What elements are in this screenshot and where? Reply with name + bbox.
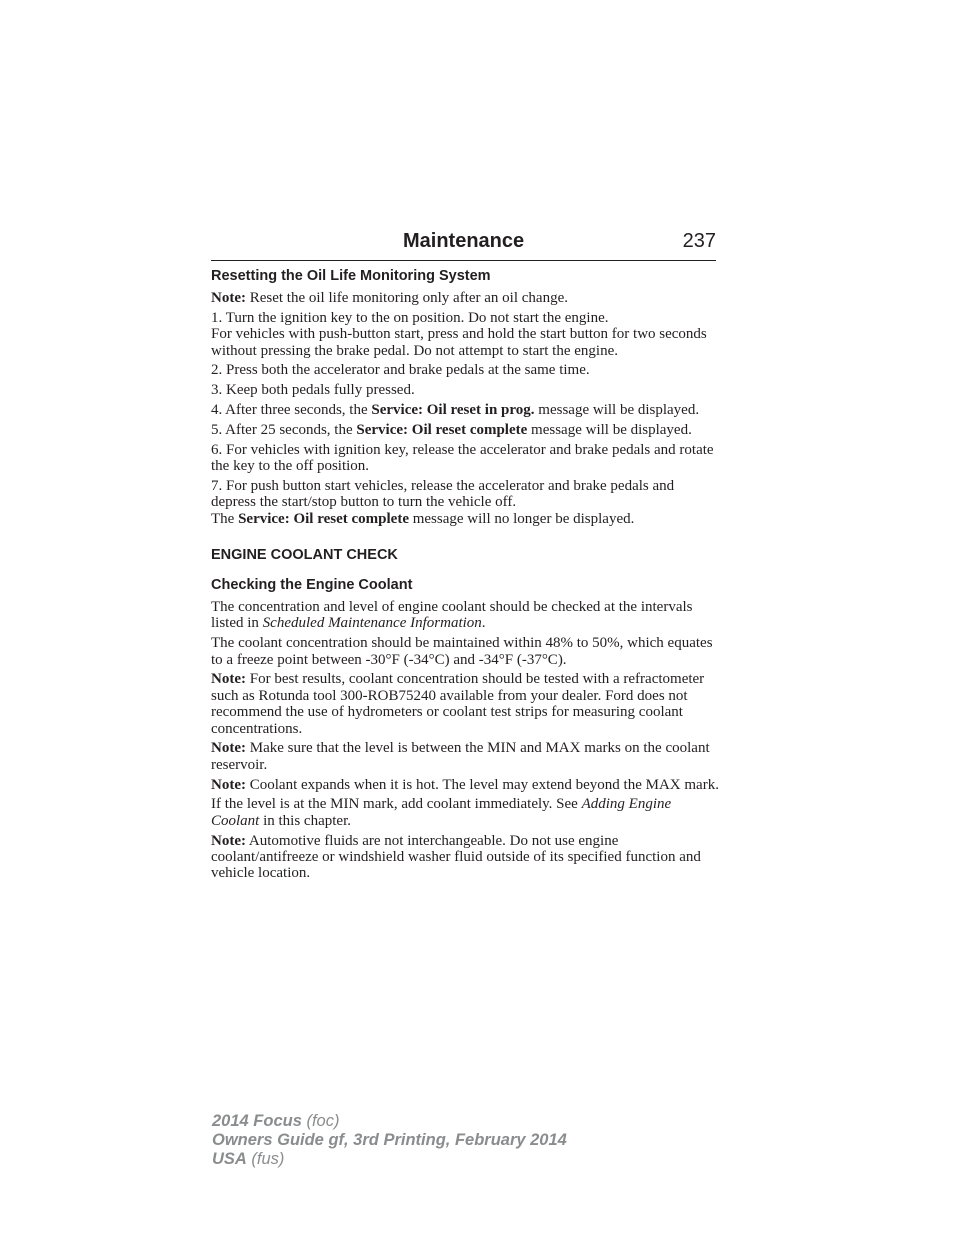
footer-line-3 (212, 1150, 567, 1169)
note-text: For best results, coolant concentration should be tested with a refractometer such as Rotunda tool 300-ROB75240 available from your dealer. Ford does not recommend the use of hydrometers or coolant test strips for measuring coolant concentrations. (211, 671, 705, 737)
step-5-post: message will be displayed. (527, 421, 692, 438)
step-2: 2. Press both the accelerator and brake pedals at the same time. (211, 362, 590, 379)
step-5-pre: 5. After 25 seconds, the (211, 421, 357, 438)
note-label: Note: (211, 290, 246, 306)
step-1 (211, 310, 721, 326)
step-1-detail-text: For vehicles with push-button start, press and hold the start button for two seconds without pressing the brake pedal. Do not attempt to start the engine. (211, 326, 707, 359)
step-6: 6. For vehicles with ignition key, release the accelerator and brake pedals and rotate the key to the off position. (211, 441, 714, 474)
footer-line-1 (212, 1112, 567, 1131)
section-title: Maintenance (403, 230, 525, 252)
p1-pre: The concentration and level of engine coolant should be checked at the intervals listed in (211, 599, 693, 632)
p3-reference: Adding Engine Coolant (211, 796, 672, 829)
final-message-bold: Service: Oil reset complete (238, 510, 409, 527)
footer-model: 2014 Focus (212, 1112, 302, 1130)
note-text: Automotive fluids are not interchangeable. Do not use engine coolant/antifreeze or windshield washer fluid outside of its specified function and vehicle location. (211, 832, 701, 882)
coolant-paragraph-1 (211, 599, 721, 632)
page-footer (212, 1112, 567, 1169)
note-label: Note: (211, 740, 246, 757)
coolant-note-1 (211, 671, 721, 737)
coolant-section-heading: ENGINE COOLANT CHECK (211, 547, 398, 564)
note-label: Note: (211, 832, 246, 849)
coolant-paragraph-2: The coolant concentration should be maintained within 48% to 50%, which equates to a freeze point between -30°F (-34°C) and -34°F (-37°C). (211, 635, 713, 668)
note-text: Make sure that the level is between the MIN and MAX marks on the coolant reservoir. (211, 740, 710, 773)
main-content (211, 266, 721, 885)
coolant-paragraph-3 (211, 796, 721, 829)
footer-line-2 (212, 1131, 567, 1150)
step-4-pre: 4. After three seconds, the (211, 402, 372, 418)
page-number: 237 (682, 230, 716, 252)
note-label: Note: (211, 776, 246, 793)
note-label: Note: (211, 671, 246, 688)
p1-post: . (481, 615, 486, 632)
oil-reset-heading: Resetting the Oil Life Monitoring System (211, 268, 491, 284)
step-5-message: Service: Oil reset complete (356, 421, 528, 438)
coolant-subheading: Checking the Engine Coolant (211, 577, 413, 594)
p3-post: in this chapter. (259, 812, 351, 829)
final-post: message will no longer be displayed. (408, 510, 635, 527)
page-header (211, 230, 716, 261)
step-1-text: 1. Turn the ignition key to the on position. Do not start the engine. (211, 309, 609, 326)
note-text: Coolant expands when it is hot. The level may extend beyond the MAX mark. (245, 776, 719, 793)
footer-model-code: (foc) (301, 1112, 340, 1130)
oil-reset-note (211, 290, 721, 306)
step-7: 7. For push button start vehicles, release the accelerator and brake pedals and depress the start/stop button to turn the vehicle off. (211, 477, 675, 511)
step-4 (211, 402, 721, 418)
coolant-note-3 (211, 777, 721, 793)
coolant-note-2 (211, 740, 721, 773)
step-1-detail (211, 326, 721, 359)
footer-market: USA (212, 1150, 247, 1168)
final-message (211, 511, 721, 527)
step-4-post: message will be displayed. (534, 402, 700, 418)
step-5 (211, 422, 721, 438)
note-text: Reset the oil life monitoring only after an oil change. (245, 290, 568, 306)
step-4-message: Service: Oil reset in prog. (371, 402, 535, 418)
p3-pre: If the level is at the MIN mark, add coolant immediately. See (211, 796, 582, 813)
coolant-note-4 (211, 833, 721, 882)
footer-market-code: (fus) (246, 1150, 285, 1168)
p1-reference: Scheduled Maintenance Information (262, 615, 482, 632)
final-pre: The (211, 510, 239, 527)
step-3: 3. Keep both pedals fully pressed. (211, 382, 415, 399)
footer-guide: Owners Guide gf, 3rd Printing, February 2014 (212, 1131, 567, 1149)
